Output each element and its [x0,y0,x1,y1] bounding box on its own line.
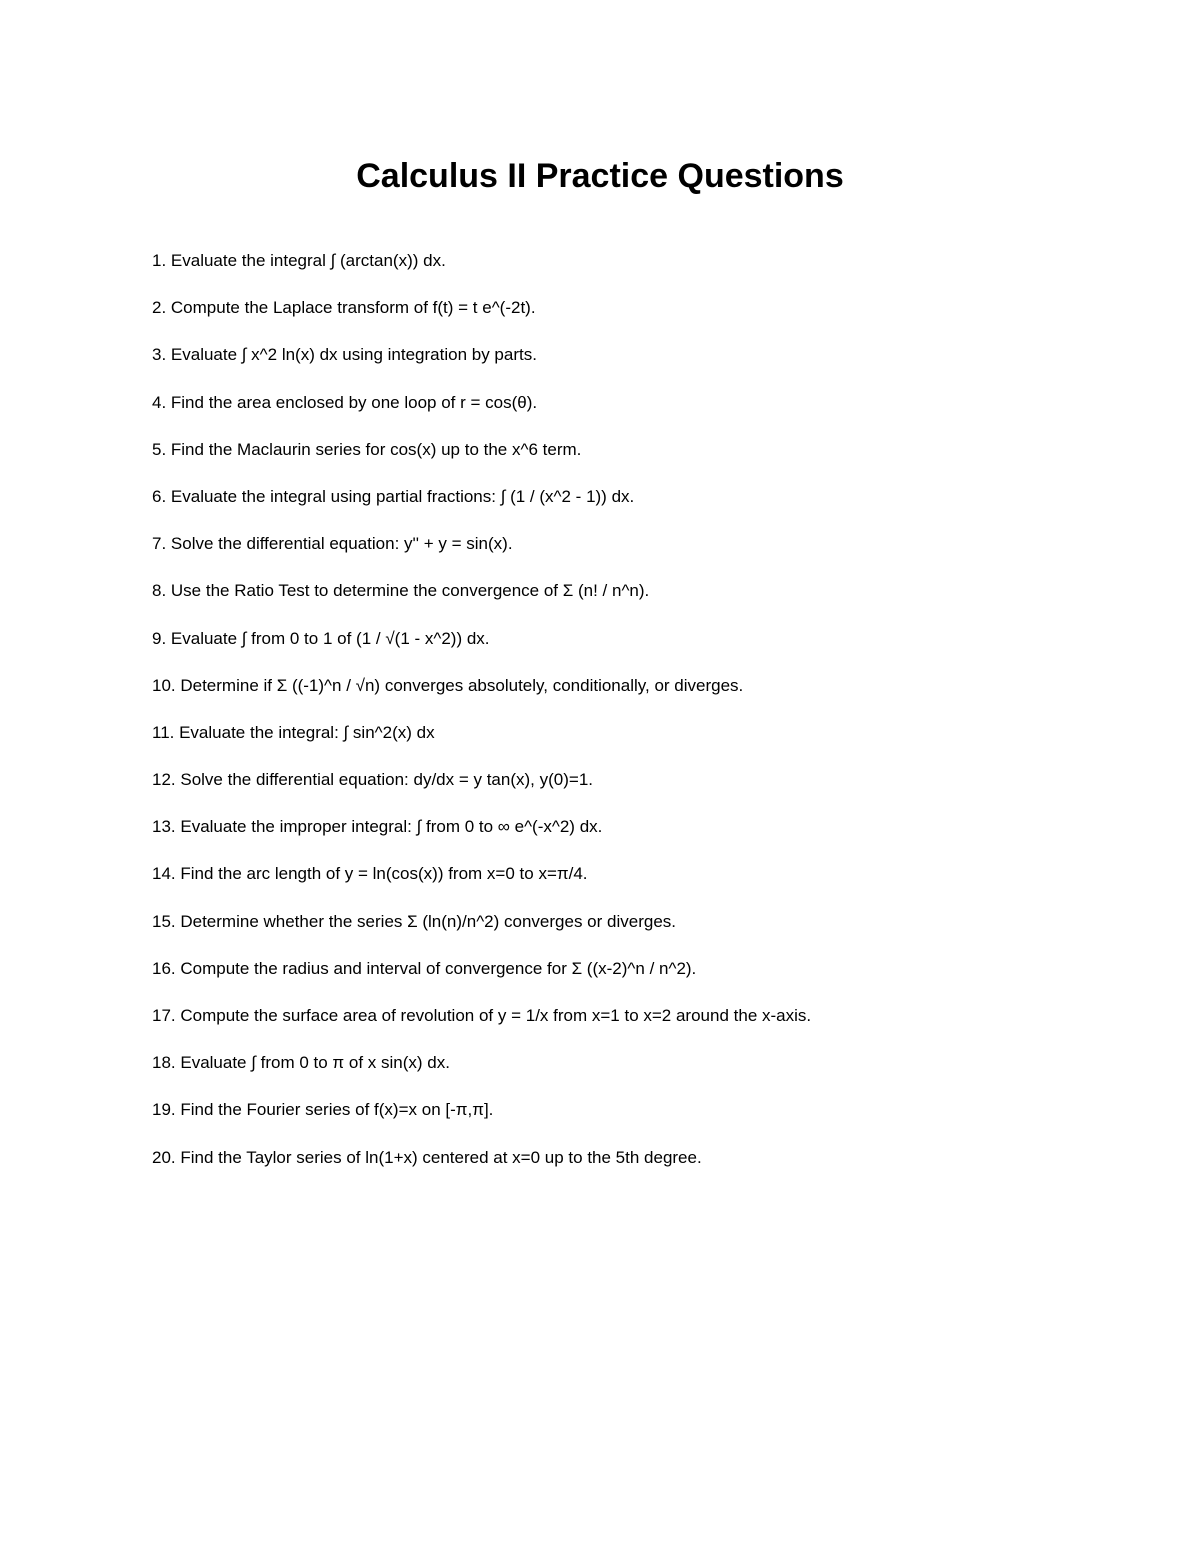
question-item: 10. Determine if Σ ((-1)^n / √n) converges absolutely, conditionally, or diverges. [152,675,744,695]
question-item: 4. Find the area enclosed by one loop of r = cos(θ). [152,392,538,412]
question-item: 20. Find the Taylor series of ln(1+x) centered at x=0 up to the 5th degree. [152,1147,702,1167]
question-item: 7. Solve the differential equation: y'' + y = sin(x). [152,534,513,554]
question-item: 11. Evaluate the integral: ∫ sin^2(x) dx [152,722,435,742]
question-item: 12. Solve the differential equation: dy/dx = y tan(x), y(0)=1. [152,770,593,790]
question-item: 17. Compute the surface area of revolution of y = 1/x from x=1 to x=2 around the x-axis. [152,1006,812,1025]
question-item: 3. Evaluate ∫ x^2 ln(x) dx using integration by parts. [152,345,537,365]
question-item: 16. Compute the radius and interval of convergence for Σ ((x-2)^n / n^2). [152,958,697,978]
question-item: 15. Determine whether the series Σ (ln(n)/n^2) converges or diverges. [152,911,676,931]
question-item: 1. Evaluate the integral ∫ (arctan(x)) dx. [152,251,446,270]
question-item: 2. Compute the Laplace transform of f(t) = t e^(-2t). [152,298,536,318]
question-list [152,247,1052,1191]
question-item: 6. Evaluate the integral using partial fractions: ∫ (1 / (x^2 - 1)) dx. [152,486,635,506]
question-item: 8. Use the Ratio Test to determine the convergence of Σ (n! / n^n). [152,581,650,601]
document-title: Calculus II Practice Questions [356,157,844,195]
question-item: 18. Evaluate ∫ from 0 to π of x sin(x) dx. [152,1053,450,1073]
question-item: 13. Evaluate the improper integral: ∫ from 0 to ∞ e^(-x^2) dx. [152,817,603,837]
question-item: 9. Evaluate ∫ from 0 to 1 of (1 / √(1 - x^2)) dx. [152,628,490,648]
question-item: 14. Find the arc length of y = ln(cos(x)) from x=0 to x=π/4. [152,864,588,884]
question-item: 5. Find the Maclaurin series for cos(x) up to the x^6 term. [152,439,582,459]
question-item: 19. Find the Fourier series of f(x)=x on [-π,π]. [152,1100,494,1120]
